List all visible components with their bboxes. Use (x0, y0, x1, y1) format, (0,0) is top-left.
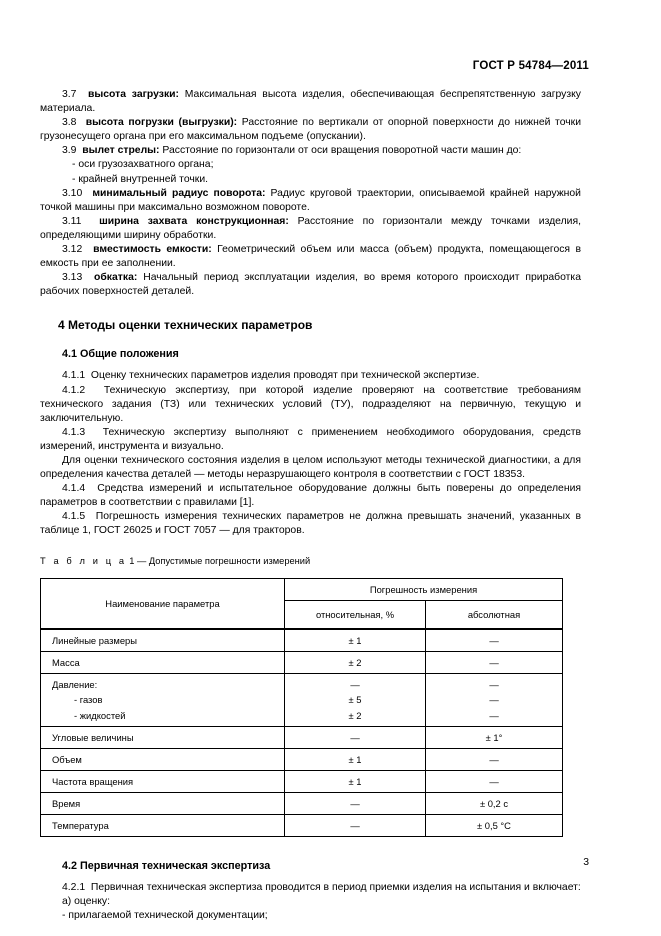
page-content (40, 88, 581, 923)
cell-relative: ± 1 (285, 629, 426, 652)
table-row (41, 727, 563, 749)
cell-relative: — (285, 727, 426, 749)
term-definition: Расстояние по вертикали от опорной поверхности до нижней точки грузонесущего органа при его максимальном подъеме (опускании). (40, 117, 582, 143)
paragraph-number: 4.1.5 (62, 511, 86, 523)
subsection-heading-4-1: 4.1 Общие положения (62, 348, 179, 361)
cell-line: Давление: (52, 678, 98, 690)
cell-line: ± 5 (348, 694, 362, 706)
paragraph-text: Погрешность измерения технических параметров не должна превышать значений, указанных в таблице 1, ГОСТ 26025 и ГОСТ 7057 — для тракторов. (40, 511, 581, 537)
paragraph-number: 4.1.4 (62, 483, 86, 495)
cell-relative: ± 1 (285, 771, 426, 793)
table-caption-label: Т а б л и ц а (40, 555, 127, 566)
table-row (41, 793, 563, 815)
cell-relative: ± 2 (285, 651, 426, 673)
table-body (41, 629, 563, 837)
list-item: а) оценку: (62, 896, 111, 908)
cell-parameter-name: Частота вращения (41, 771, 285, 793)
cell-relative: — (285, 793, 426, 815)
paragraph-number: 4.1.1 (62, 370, 86, 382)
table-row (41, 749, 563, 771)
term-label: высота загрузки: (88, 89, 179, 100)
column-header-group-error: Погрешность измерения (285, 578, 563, 600)
paragraph-text: Оценку технических параметров изделия проводят при технической экспертизе. (90, 370, 480, 382)
cell-line: ± 2 (348, 709, 362, 721)
cell-absolute: ± 0,2 с (426, 793, 563, 815)
table-row (41, 815, 563, 837)
section-heading-4: 4 Методы оценки технических параметров (58, 318, 313, 333)
term-entry-3-13 (40, 271, 581, 299)
term-number: 3.12 (62, 244, 83, 256)
subsection-heading-4-2: 4.2 Первичная техническая экспертиза (62, 860, 271, 873)
column-header-parameter-name: Наименование параметра (41, 578, 285, 629)
table-row-pressure (41, 673, 563, 727)
term-definition: Радиус круговой траектории, описываемой крайней наружной точкой машины при максимально возможном повороте. (40, 187, 581, 213)
term-label: ширина захвата конструкционная: (99, 215, 289, 227)
term-number: 3.8 (62, 117, 77, 129)
table-header (41, 578, 563, 629)
paragraph-4-1-1 (40, 369, 581, 383)
paragraph-4-1-4 (40, 482, 581, 510)
term-number: 3.11 (62, 215, 82, 227)
column-header-relative: относительная, % (285, 600, 426, 629)
term-entry-3-11 (40, 215, 581, 243)
paragraph-text: Техническую экспертизу выполняют с применением необходимого оборудования, средств измерений, инструмента и визуально. (40, 426, 581, 452)
cell-absolute: ± 0,5 °С (426, 815, 563, 837)
paragraph-text: Для оценки технического состояния изделия в целом используют методы технической диагностики, а для определения качества деталей — методы неразрушающего контроля в соответствии с ГОСТ 18353. (40, 454, 581, 481)
list-item: - прилагаемой технической документации; (62, 910, 268, 922)
cell-line: — (489, 694, 499, 706)
cell-line: — (489, 678, 499, 690)
cell-line: — (489, 709, 499, 721)
cell-parameter-name: Масса (41, 651, 285, 673)
term-entry-3-10 (40, 187, 581, 215)
paragraph-text: Техническую экспертизу, при которой изделие проверяют на соответствие требованиям технического задания (ТЗ) или технических условий (ТУ), подразделяют на первичную, текущую и заключительную. (40, 384, 581, 424)
paragraph-number: 4.2.1 (62, 882, 86, 894)
paragraph-number: 4.1.3 (62, 426, 86, 438)
paragraph-4-1-2 (40, 384, 581, 426)
term-number: 3.9 (62, 145, 77, 157)
cell-absolute: — (426, 651, 563, 673)
cell-parameter-name: Угловые величины (41, 727, 285, 749)
paragraph-diagnostics (40, 454, 581, 482)
cell-relative-pressure (285, 673, 426, 727)
cell-absolute-pressure (426, 673, 563, 727)
page-number: 3 (583, 857, 589, 868)
cell-parameter-name: Линейные размеры (41, 629, 285, 652)
cell-line: — (350, 678, 360, 690)
cell-absolute: — (426, 771, 563, 793)
table-caption-title: Допустимые погрешности измерений (148, 555, 311, 566)
term-label: минимальный радиус поворота: (92, 187, 266, 199)
list-item: - крайней внутренней точки. (72, 173, 209, 185)
term-definition: Расстояние по горизонтали от оси вращения поворотной части машин до: (159, 145, 522, 157)
term-number: 3.13 (62, 272, 83, 284)
cell-absolute: ± 1° (426, 727, 563, 749)
cell-parameter-name: Температура (41, 815, 285, 837)
table-row (41, 771, 563, 793)
table-caption-number: 1 (129, 555, 135, 566)
column-header-absolute: абсолютная (426, 600, 563, 629)
term-definition: Начальный период эксплуатации изделия, во время которого происходит приработка рабочих поверхностей деталей. (40, 272, 581, 298)
term-number: 3.10 (62, 187, 83, 199)
cell-relative: — (285, 815, 426, 837)
measurement-tolerance-table (40, 578, 563, 838)
paragraph-text: Первичная техническая экспертиза проводится в период приемки изделия на испытания и включает: (90, 882, 581, 894)
term-entry-3-12 (40, 243, 581, 271)
term-entry-3-7 (40, 88, 581, 116)
table-header-row-1 (41, 578, 563, 600)
term-definition: Расстояние по горизонтали между точками изделия, определяющими ширину обработки. (40, 215, 581, 241)
paragraph-4-1-5 (40, 510, 581, 538)
term-definition: Максимальная высота изделия, обеспечивающая беспрепятственную загрузку материала. (40, 89, 581, 115)
term-definition: Геометрический объем или масса (объем) продукта, помещающегося в емкость при ее заполнении. (40, 244, 581, 270)
cell-absolute: — (426, 629, 563, 652)
paragraph-4-1-3 (40, 426, 581, 454)
cell-parameter-name: Объем (41, 749, 285, 771)
table-row (41, 629, 563, 652)
paragraph-text: Средства измерений и испытательное оборудование должны быть поверены до определения параметров в соответствии с правилами [1]. (40, 483, 581, 509)
cell-absolute: — (426, 749, 563, 771)
running-header: ГОСТ Р 54784—2011 (472, 60, 589, 72)
term-entry-3-9 (40, 144, 581, 158)
table-row (41, 651, 563, 673)
cell-line: - жидкостей (74, 709, 126, 721)
paragraph-4-2-1 (40, 881, 581, 895)
term-label: высота погрузки (выгрузки): (85, 117, 238, 129)
term-label: вылет стрелы: (82, 145, 160, 157)
term-number: 3.7 (62, 89, 77, 100)
cell-relative: ± 1 (285, 749, 426, 771)
table-caption-dash: — (136, 555, 147, 566)
paragraph-number: 4.1.2 (62, 384, 86, 396)
cell-parameter-name-pressure (41, 673, 285, 727)
cell-parameter-name: Время (41, 793, 285, 815)
cell-line: - газов (74, 694, 103, 706)
term-label: вместимость емкости: (93, 244, 212, 256)
list-item: - оси грузозахватного органа; (72, 159, 214, 171)
table-caption (40, 555, 581, 568)
term-entry-3-8 (40, 116, 581, 144)
term-label: обкатка: (94, 272, 138, 284)
